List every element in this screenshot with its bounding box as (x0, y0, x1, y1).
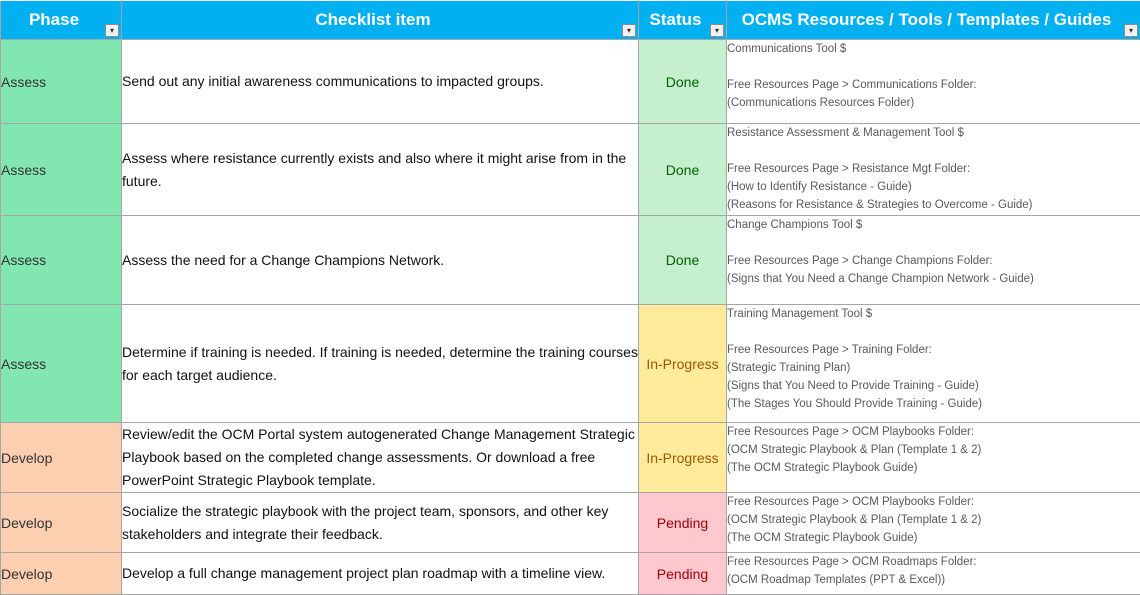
status-filter-dropdown-icon[interactable]: ▾ (710, 24, 724, 37)
resource-line (727, 142, 1140, 160)
resources-header (727, 1, 1140, 40)
resource-line: Free Resources Page > Resistance Mgt Folder: (727, 160, 1140, 178)
resource-line: Change Champions Tool $ (727, 216, 1140, 234)
checklist-item-cell[interactable]: Assess the need for a Change Champions Network. (122, 216, 639, 305)
resources-cell[interactable] (727, 40, 1140, 124)
status-cell[interactable]: Done (639, 40, 727, 124)
phase-cell[interactable]: Develop (1, 493, 122, 553)
resource-line: Free Resources Page > Communications Folder: (727, 76, 1140, 94)
checklist-item-cell[interactable]: Develop a full change management project plan roadmap with a timeline view. (122, 553, 639, 595)
item-header (122, 1, 639, 40)
phase-header-label: Phase (29, 10, 93, 30)
phase-cell[interactable]: Assess (1, 216, 122, 305)
resource-line: Free Resources Page > Change Champions Folder: (727, 252, 1140, 270)
resource-line: Free Resources Page > OCM Roadmaps Folder: (727, 553, 1140, 571)
status-cell[interactable]: Done (639, 216, 727, 305)
table-row (1, 40, 1140, 124)
resource-line: (Signs that You Need a Change Champion Network - Guide) (727, 270, 1140, 288)
checklist-item-cell[interactable]: Socialize the strategic playbook with the project team, sponsors, and other key stakeholders and integrate their feedback. (122, 493, 639, 553)
phase-cell[interactable]: Assess (1, 124, 122, 216)
resource-line (727, 58, 1140, 76)
status-cell[interactable]: In-Progress (639, 423, 727, 493)
resource-line: (OCM Strategic Playbook & Plan (Template 1 & 2) (727, 441, 1140, 459)
resource-line: (Reasons for Resistance & Strategies to Overcome - Guide) (727, 196, 1140, 214)
phase-cell[interactable]: Assess (1, 40, 122, 124)
resource-line: (The OCM Strategic Playbook Guide) (727, 459, 1140, 477)
status-cell[interactable]: Pending (639, 553, 727, 595)
header-row (1, 1, 1140, 40)
phase-filter-dropdown-icon[interactable]: ▾ (105, 24, 119, 37)
table-row (1, 423, 1140, 493)
table-row (1, 553, 1140, 595)
resource-line: (The OCM Strategic Playbook Guide) (727, 529, 1140, 547)
checklist-item-cell[interactable]: Send out any initial awareness communications to impacted groups. (122, 40, 639, 124)
phase-cell[interactable]: Develop (1, 423, 122, 493)
item-filter-dropdown-icon[interactable]: ▾ (622, 24, 636, 37)
resource-line: Free Resources Page > OCM Playbooks Folder: (727, 423, 1140, 441)
table-row (1, 124, 1140, 216)
resources-cell[interactable] (727, 124, 1140, 216)
resource-line: Free Resources Page > OCM Playbooks Folder: (727, 493, 1140, 511)
resource-line: (OCM Strategic Playbook & Plan (Template 1 & 2) (727, 511, 1140, 529)
resource-line: (Communications Resources Folder) (727, 94, 1140, 112)
resource-line (727, 323, 1140, 341)
resources-cell[interactable] (727, 216, 1140, 305)
resource-line: (How to Identify Resistance - Guide) (727, 178, 1140, 196)
resource-line (727, 234, 1140, 252)
status-header-label: Status (650, 10, 716, 30)
resource-line: Free Resources Page > Training Folder: (727, 341, 1140, 359)
resources-cell[interactable] (727, 305, 1140, 423)
resource-line: (Strategic Training Plan) (727, 359, 1140, 377)
checklist-item-cell[interactable]: Determine if training is needed. If training is needed, determine the training courses for each target audience. (122, 305, 639, 423)
resource-line: (OCM Roadmap Templates (PPT & Excel)) (727, 571, 1140, 589)
checklist-item-cell[interactable]: Review/edit the OCM Portal system autogenerated Change Management Strategic Playbook based on the completed change assessments. Or download a free PowerPoint Strategic Playbook template. (122, 423, 639, 493)
checklist-item-cell[interactable]: Assess where resistance currently exists and also where it might arise from in the future. (122, 124, 639, 216)
resource-line: (The Stages You Should Provide Training - Guide) (727, 395, 1140, 413)
table-row (1, 493, 1140, 553)
status-cell[interactable]: Done (639, 124, 727, 216)
resources-header-label: OCMS Resources / Tools / Templates / Guides (742, 10, 1126, 30)
resources-cell[interactable] (727, 553, 1140, 595)
status-cell[interactable]: Pending (639, 493, 727, 553)
phase-cell[interactable]: Develop (1, 553, 122, 595)
resource-line: Resistance Assessment & Management Tool $ (727, 124, 1140, 142)
resources-filter-dropdown-icon[interactable]: ▾ (1124, 24, 1138, 37)
resource-line: Training Management Tool $ (727, 305, 1140, 323)
resource-line: (Signs that You Need to Provide Training - Guide) (727, 377, 1140, 395)
table-row (1, 216, 1140, 305)
item-header-label: Checklist item (315, 10, 444, 30)
resources-cell[interactable] (727, 423, 1140, 493)
status-cell[interactable]: In-Progress (639, 305, 727, 423)
status-header (639, 1, 727, 40)
phase-header (1, 1, 122, 40)
phase-cell[interactable]: Assess (1, 305, 122, 423)
table-row (1, 305, 1140, 423)
resource-line: Communications Tool $ (727, 40, 1140, 58)
resources-cell[interactable] (727, 493, 1140, 553)
